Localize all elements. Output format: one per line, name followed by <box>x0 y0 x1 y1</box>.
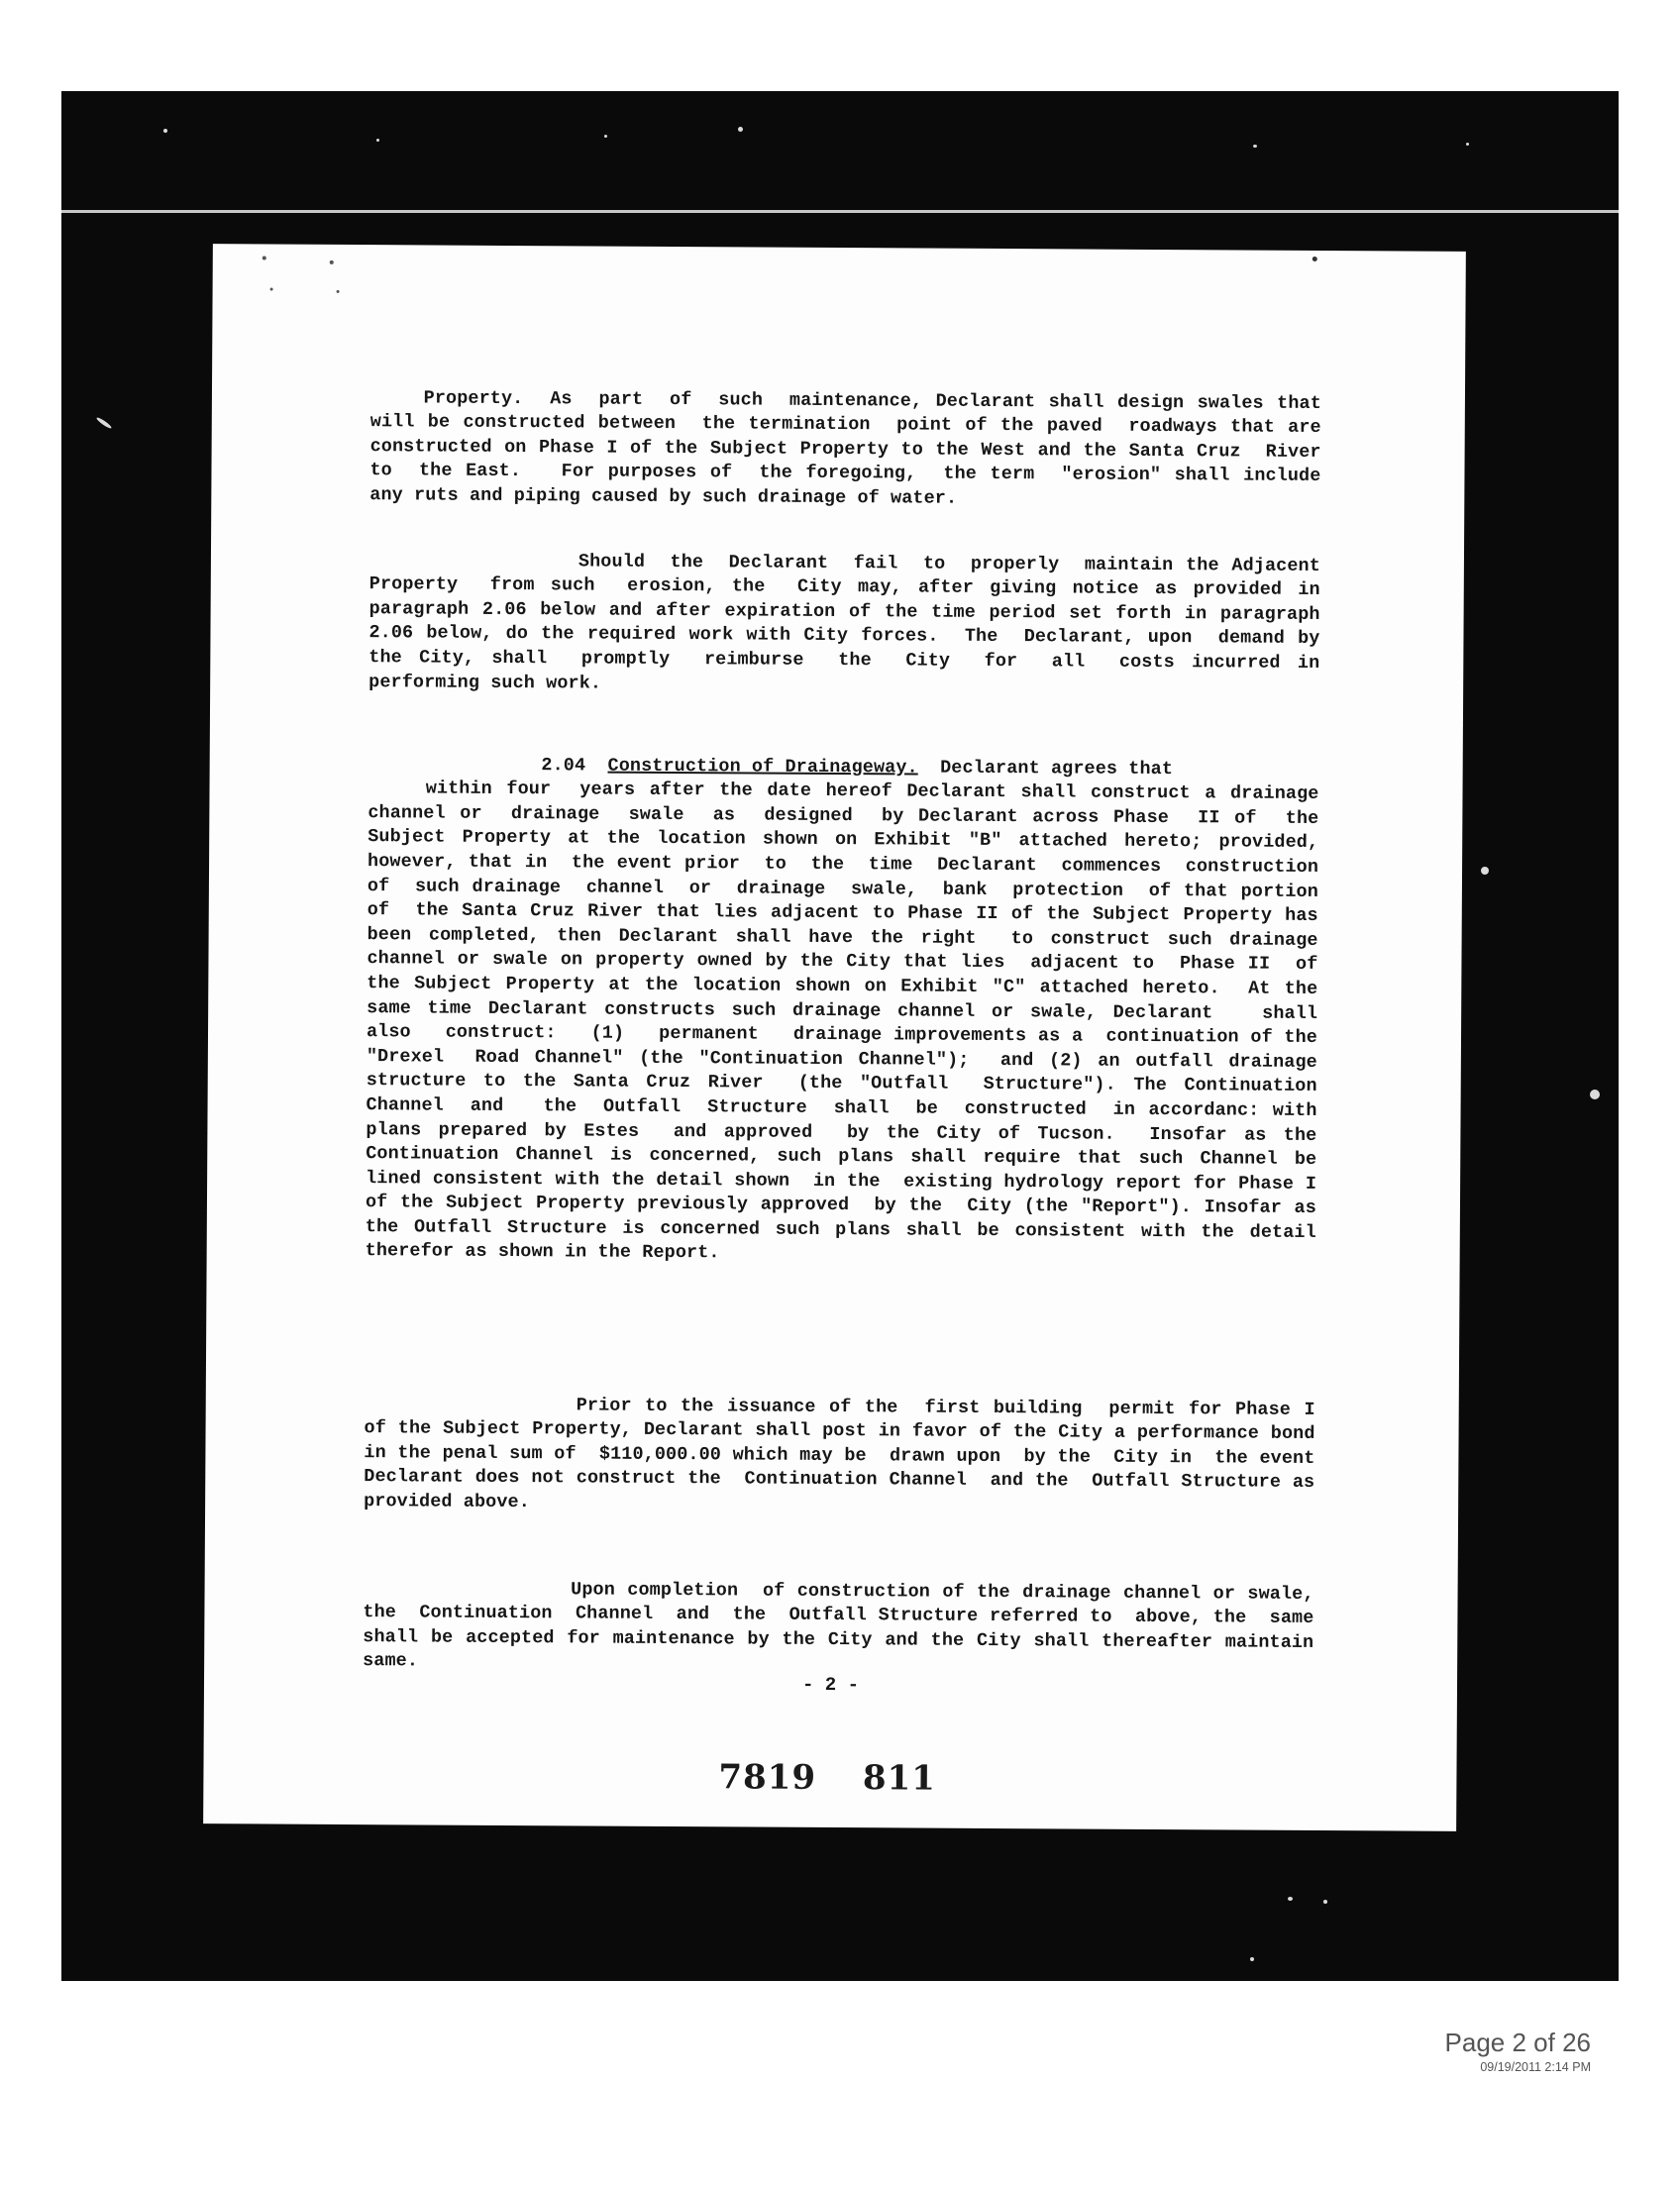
scan-speck <box>738 127 743 132</box>
paragraph-performance-bond <box>364 1368 1338 1544</box>
paragraph-text: Prior to the issuance of the first building permit for Phase I of the Subject Property, Declarant shall post in favor of the City a performance bond in the penal sum of $110,000.00 which may be drawn upon by the City in the event Declarant does not construct the Continuation Channel and the Outfall Structure as provided above. <box>364 1395 1338 1513</box>
scan-speck <box>1312 257 1317 261</box>
scan-speck <box>604 135 607 138</box>
paragraph-city-remedy <box>368 524 1342 725</box>
scan-speck <box>376 139 379 142</box>
scan-speck <box>1253 145 1257 148</box>
page-number: - 2 - <box>801 1673 860 1697</box>
scan-speck <box>1481 867 1489 875</box>
scan-speck <box>337 290 340 293</box>
paragraph-maintenance <box>369 362 1333 538</box>
scan-speck <box>1323 1900 1327 1904</box>
scan-speck <box>270 288 273 291</box>
paragraph-text: within four years after the date hereof Declarant shall construct a drainage channel or drainage swale as designed by Declarant across Phase II of the Subject Property at the location shown on Exhibit "B" attached hereto; provided, however, that in the event prior to the time Declarant commences construction of such drainage channel or drainage swale, bank protection of that portion of the Santa Cruz River that lies adjacent to Phase II of the Subject Property has been completed, then Declarant shall have the right to construct such drainage channel or swale on property owned by the City that lies adjacent to Phase II of the Subject Property at the location shown on Exhibit "C" attached hereto. At the same time Declarant constructs such drainage channel or swale, Declarant shall also construct: (1) permanent drainage improvements as a continuation of the "Drexel Road Channel" (the "Continuation Channel"); and (2) an outfall drainage structure to the Santa Cruz River (the "Outfall Structure"). The Continuation Channel and the Outfall Structure shall be constructed in accordanc: with plans prepared by Estes and approved by the City of Tucson. Insofar as the Continuation Channel is concerned, such plans shall require that such Channel be lined consistent with the detail shown in the existing hydrology report for Phase I of the Subject Property previously approved by the City (the "Report"). Insofar as the Outfall Structure is concerned such plans shall be consistent with the detail therefor as shown in the Report. <box>365 778 1351 1264</box>
viewer-footer <box>1445 2027 1591 2076</box>
scan-speck <box>262 256 266 260</box>
paragraph-indent <box>420 565 578 566</box>
paragraph-indent <box>418 1408 577 1409</box>
scan-speck <box>163 129 167 133</box>
recording-number: 7819 811 <box>718 1757 936 1799</box>
section-heading: Construction of Drainageway. <box>607 755 918 779</box>
paragraph-text: Upon completion of construction of the drainage channel or swale, the Continuation Channel and the Outfall Structure referred to above, the same shall be accepted for maintenance by the City and the City shall thereafter maintain same. <box>363 1578 1337 1672</box>
section-lead-text: Declarant agrees that <box>940 757 1174 780</box>
scan-speck <box>1466 143 1469 146</box>
print-timestamp: 09/19/2011 2:14 PM <box>1480 2060 1591 2074</box>
paragraph-indent <box>412 769 541 770</box>
paragraph-text: Should the Declarant fail to properly maintain the Adjacent Property from such erosion, the City may, after giving notice as provided in paragraph 2.06 below and after expiration of the time period set forth in paragraph 2.06 below, do the required work with City forces. The Declarant, upon demand by the City, shall promptly reimburse the City for all costs incurred in performing such work. <box>368 551 1342 694</box>
paragraph-indent <box>412 1593 571 1594</box>
section-2-04-construction-of-drainageway <box>365 728 1351 1295</box>
document-page <box>203 244 1466 1831</box>
paragraph-text: Property. As part of such maintenance, Declarant shall design swales that will be constructed between the termination point of the paved roadways that are constructed on Phase I of the Subject Property to the West and the Santa Cruz River to the East. For purposes of the foregoing, the term "erosion" shall include any ruts and piping caused by such drainage of water. <box>369 387 1333 509</box>
scan-speck <box>1250 1957 1254 1961</box>
scan-speck <box>330 260 334 264</box>
scan-speck <box>1288 1897 1293 1901</box>
scan-edge-line <box>61 210 1619 213</box>
section-number: 2.04 <box>541 754 586 777</box>
scan-speck <box>1590 1090 1600 1099</box>
page-counter: Page 2 of 26 <box>1444 2028 1591 2057</box>
